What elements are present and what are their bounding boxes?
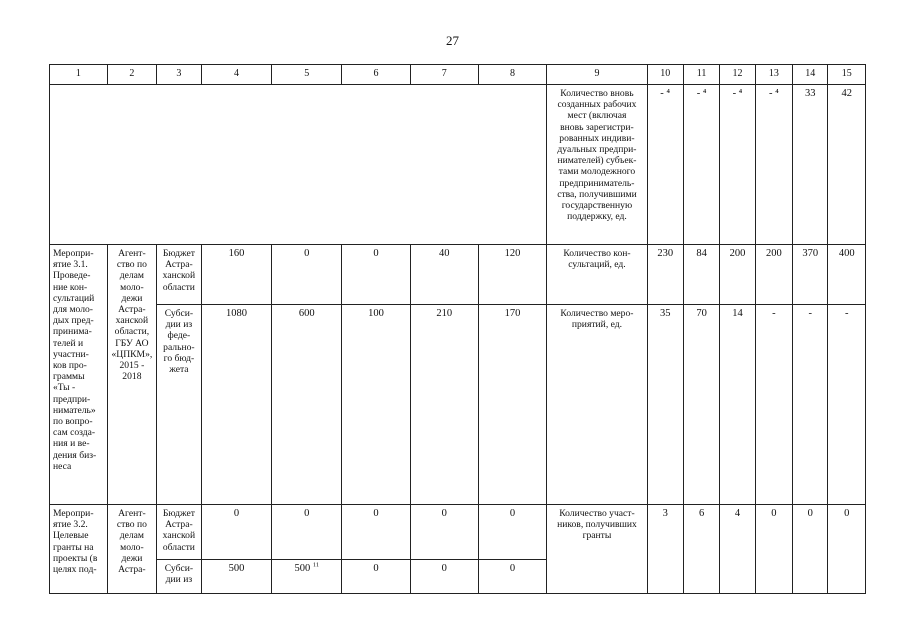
col-number: 1 <box>50 65 108 85</box>
amount-cell: 0 <box>478 560 547 594</box>
indicator-cell: Количество участ- ников, получивших гранты <box>547 505 647 594</box>
value-cell: 0 <box>793 505 828 594</box>
col-number: 8 <box>478 65 547 85</box>
amount-cell: 0 <box>342 505 411 560</box>
col-number: 3 <box>157 65 201 85</box>
table-row <box>50 305 866 505</box>
table-row <box>50 505 866 560</box>
value-cell: 0 <box>828 505 866 594</box>
amount-cell: 0 <box>201 505 272 560</box>
value-cell: 42 <box>828 85 866 245</box>
funding-source-cell: Бюджет Астра- ханской области <box>157 245 201 305</box>
value-cell: - <box>755 305 792 505</box>
value-cell: - <box>793 305 828 505</box>
amount-cell: 0 <box>478 505 547 560</box>
amount-cell: 170 <box>478 305 547 505</box>
executor-cell: Агент- ство по делам моло- дежи Астра- <box>107 505 157 594</box>
indicator-cell: Количество меро- приятий, ед. <box>547 305 647 505</box>
column-number-row <box>50 65 866 85</box>
amount-cell: 40 <box>410 245 478 305</box>
amount-cell: 0 <box>410 505 478 560</box>
amount-cell: 0 <box>410 560 478 594</box>
value-cell: - ⁴ <box>647 85 683 245</box>
value-cell: 33 <box>793 85 828 245</box>
funding-source-cell: Субси- дии из феде- рально- го бюд- жета <box>157 305 201 505</box>
amount-cell: 160 <box>201 245 272 305</box>
amount-cell: 100 <box>342 305 411 505</box>
value-cell: 3 <box>647 505 683 594</box>
amount-value: 500 <box>294 563 311 574</box>
value-cell: 70 <box>683 305 719 505</box>
amount-cell: 0 <box>272 505 342 560</box>
program-measures-table <box>49 64 866 594</box>
col-number: 6 <box>342 65 411 85</box>
table-row <box>50 85 866 245</box>
funding-source-cell: Субси- дии из <box>157 560 201 594</box>
col-number: 5 <box>272 65 342 85</box>
measure-name-cell: Меропри- ятие 3.1. Проведе- ние кон- сультаций для моло- дых пред- принима- телей и участни- ков про- граммы «Ты - предпри- ниматель» по вопро- сам созда- ния и ве- дения биз- неса <box>50 245 108 505</box>
value-cell: 84 <box>683 245 719 305</box>
col-number: 4 <box>201 65 272 85</box>
col-number: 15 <box>828 65 866 85</box>
funding-source-cell: Бюджет Астра- ханской области <box>157 505 201 560</box>
amount-cell: 0 <box>342 560 411 594</box>
col-number: 14 <box>793 65 828 85</box>
amount-cell: 0 <box>342 245 411 305</box>
amount-cell: 210 <box>410 305 478 505</box>
value-cell: 400 <box>828 245 866 305</box>
col-number: 7 <box>410 65 478 85</box>
col-number: 13 <box>755 65 792 85</box>
value-cell: 200 <box>755 245 792 305</box>
col-number: 12 <box>720 65 755 85</box>
value-cell: - ⁴ <box>755 85 792 245</box>
amount-cell: 500 <box>201 560 272 594</box>
value-cell: - ⁴ <box>720 85 755 245</box>
amount-cell: 1080 <box>201 305 272 505</box>
value-cell: 230 <box>647 245 683 305</box>
amount-cell: 600 <box>272 305 342 505</box>
value-cell: 14 <box>720 305 755 505</box>
value-cell: 35 <box>647 305 683 505</box>
empty-cell <box>50 85 547 245</box>
amount-cell: 120 <box>478 245 547 305</box>
value-cell: 370 <box>793 245 828 305</box>
value-cell: 6 <box>683 505 719 594</box>
indicator-cell: Количество кон- сультаций, ед. <box>547 245 647 305</box>
measure-name-cell: Меропри- ятие 3.2. Целевые гранты на проекты (в целях под- <box>50 505 108 594</box>
amount-cell: 0 <box>272 245 342 305</box>
indicator-cell: Количество вновь созданных рабочих мест (включая вновь зарегистри- рованных индиви- дуальных предпри- нимателей) субъек- тами молодежного предприниматель- ства, получившими государственную поддержку, ед. <box>547 85 647 245</box>
value-cell: - <box>828 305 866 505</box>
value-cell: 200 <box>720 245 755 305</box>
amount-cell <box>272 560 342 594</box>
value-cell: 0 <box>755 505 792 594</box>
value-cell: 4 <box>720 505 755 594</box>
executor-cell: Агент- ство по делам моло- дежи Астра- ханской области, ГБУ АО «ЦПКМ», 2015 - 2018 <box>107 245 157 505</box>
col-number: 9 <box>547 65 647 85</box>
footnote-mark: 11 <box>312 561 320 569</box>
col-number: 11 <box>683 65 719 85</box>
value-cell: - ⁴ <box>683 85 719 245</box>
col-number: 10 <box>647 65 683 85</box>
table-row <box>50 245 866 305</box>
col-number: 2 <box>107 65 157 85</box>
page-number: 27 <box>446 33 459 48</box>
